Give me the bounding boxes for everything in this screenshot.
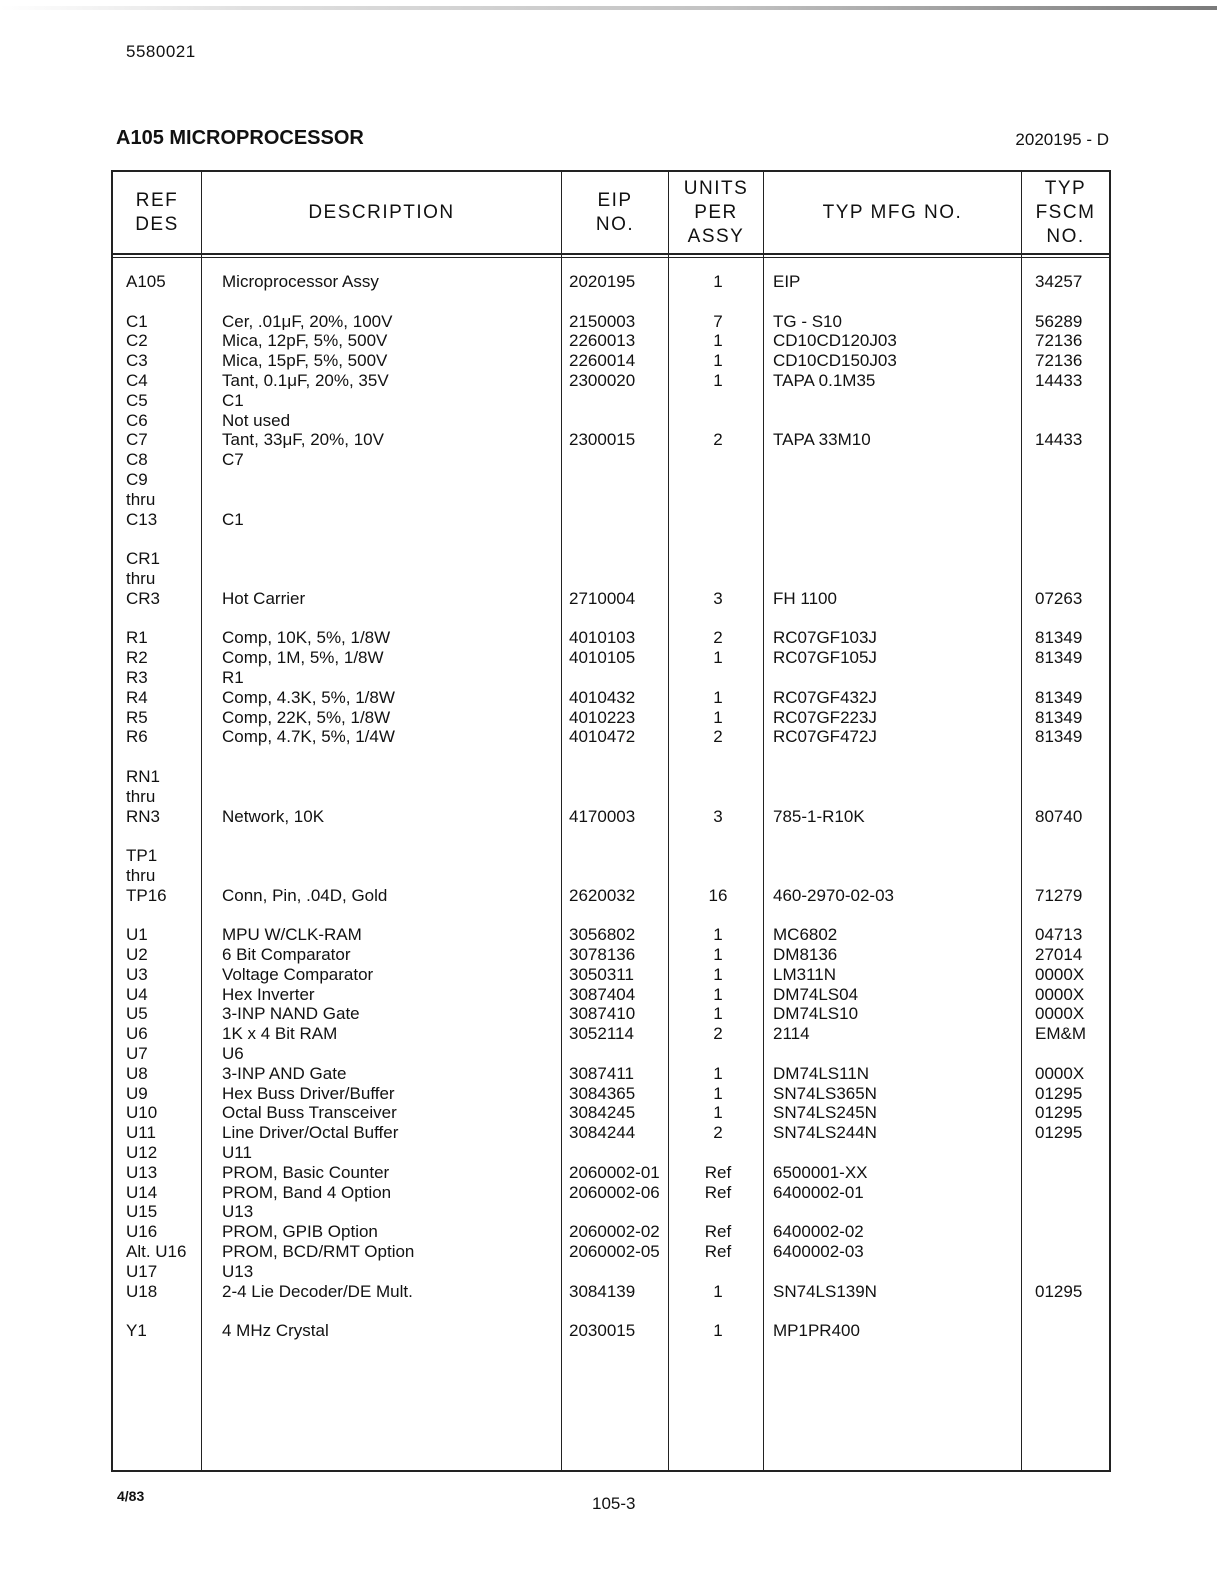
table-row [111, 1123, 1111, 1143]
header-eip-no: EIP NO. [595, 190, 635, 235]
cell-eip-no: 2260014 [569, 351, 636, 371]
cell-fscm-no: 01295 [1035, 1123, 1083, 1143]
cell-fscm-no: 0000X [1035, 1063, 1085, 1083]
page-number: 105-3 [592, 1494, 636, 1513]
cell-ref-des: TP16 [126, 885, 167, 905]
table-row [111, 609, 1111, 629]
cell-fscm-no: 01295 [1035, 1281, 1083, 1301]
cell-description: Mica, 12pF, 5%, 500V [222, 331, 388, 351]
cell-fscm-no: 72136 [1035, 331, 1083, 351]
header-mfg-no: TYP MFG NO. [822, 202, 963, 223]
cell-eip-no: 3084139 [569, 1281, 636, 1301]
cell-eip-no: 3052114 [569, 1024, 634, 1044]
document-number: 5580021 [126, 42, 196, 61]
cell-fscm-no: 04713 [1035, 925, 1083, 945]
cell-eip-no: 2300020 [569, 370, 636, 390]
cell-ref-des: R2 [126, 648, 148, 668]
cell-fscm-no: 27014 [1035, 945, 1083, 965]
page-title: A105 MICROPROCESSOR [116, 127, 364, 149]
cell-ref-des: C3 [126, 351, 148, 371]
cell-mfg-no: DM74LS04 [773, 984, 859, 1004]
cell-description: Voltage Comparator [222, 964, 374, 984]
cell-mfg-no: SN74LS139N [773, 1281, 877, 1301]
cell-description: Hex Buss Driver/Buffer [222, 1083, 395, 1103]
table-row [111, 589, 1111, 609]
cell-ref-des: U2 [126, 945, 148, 965]
cell-units-per-assy: 3 [713, 588, 723, 608]
table-row [111, 1262, 1111, 1282]
table-row [111, 886, 1111, 906]
table-row [111, 965, 1111, 985]
cell-mfg-no: 6400002-01 [773, 1182, 864, 1202]
cell-fscm-no: 0000X [1035, 964, 1085, 984]
cell-units-per-assy: 1 [713, 370, 723, 390]
table-row [111, 371, 1111, 391]
cell-description: PROM, GPIB Option [222, 1222, 378, 1242]
cell-fscm-no: 56289 [1035, 311, 1083, 331]
cell-description: 3-INP AND Gate [222, 1063, 347, 1083]
cell-units-per-assy: 1 [713, 687, 723, 707]
table-row [111, 807, 1111, 827]
cell-ref-des: R4 [126, 687, 148, 707]
cell-ref-des: Y1 [126, 1321, 147, 1341]
cell-units-per-assy: 2 [713, 727, 723, 747]
cell-eip-no: 2060002-01 [569, 1162, 660, 1182]
cell-eip-no: 2620032 [569, 885, 636, 905]
scan-edge [0, 6, 1217, 10]
cell-units-per-assy: 16 [708, 885, 728, 905]
part-number: 2020195 - D [1015, 130, 1109, 149]
cell-ref-des: thru [126, 568, 156, 588]
cell-ref-des: Alt. U16 [126, 1242, 187, 1262]
cell-eip-no: 4010432 [569, 687, 636, 707]
cell-description: 1K x 4 Bit RAM [222, 1024, 338, 1044]
cell-fscm-no: 34257 [1035, 272, 1083, 291]
table-row [111, 569, 1111, 589]
cell-ref-des: TP1 [126, 846, 158, 866]
cell-units-per-assy: Ref [704, 1182, 732, 1202]
table-row [111, 1044, 1111, 1064]
cell-description: PROM, Basic Counter [222, 1162, 390, 1182]
cell-units-per-assy: 1 [713, 1321, 723, 1341]
cell-fscm-no: 07263 [1035, 588, 1083, 608]
cell-fscm-no: 81349 [1035, 648, 1083, 668]
table-row [111, 351, 1111, 371]
header-fscm-no: TYP FSCM NO. [1035, 178, 1096, 247]
cell-mfg-no: SN74LS245N [773, 1103, 877, 1123]
cell-ref-des: U14 [126, 1182, 158, 1202]
cell-mfg-no: RC07GF472J [773, 727, 877, 747]
cell-ref-des: CR3 [126, 588, 161, 608]
cell-fscm-no: 72136 [1035, 351, 1083, 371]
cell-ref-des: U15 [126, 1202, 158, 1222]
cell-ref-des: U13 [126, 1162, 158, 1182]
table-row [111, 549, 1111, 569]
cell-ref-des: C13 [126, 509, 158, 529]
cell-units-per-assy: 2 [713, 1024, 723, 1044]
table-row [111, 1202, 1111, 1222]
cell-ref-des: U1 [126, 925, 148, 945]
cell-ref-des: U17 [126, 1261, 158, 1281]
cell-description: Octal Buss Transceiver [222, 1103, 397, 1123]
cell-ref-des: C4 [126, 370, 148, 390]
cell-ref-des: R1 [126, 628, 148, 648]
cell-description: C1 [222, 509, 244, 529]
cell-description: C7 [222, 450, 244, 470]
cell-eip-no: 3078136 [569, 945, 636, 965]
cell-mfg-no: TG - S10 [773, 311, 842, 331]
cell-description: U11 [222, 1143, 252, 1163]
cell-mfg-no: 785-1-R10K [773, 806, 865, 826]
cell-description: Line Driver/Octal Buffer [222, 1123, 399, 1143]
cell-eip-no: 2260013 [569, 331, 636, 351]
table-row [111, 906, 1111, 926]
cell-units-per-assy: 1 [713, 1004, 723, 1024]
cell-mfg-no: DM8136 [773, 945, 838, 965]
cell-ref-des: R5 [126, 707, 148, 727]
cell-eip-no: 2710004 [569, 588, 636, 608]
cell-description: Comp, 10K, 5%, 1/8W [222, 628, 391, 648]
cell-units-per-assy: Ref [704, 1242, 732, 1262]
table-row [111, 985, 1111, 1005]
cell-ref-des: RN3 [126, 806, 161, 826]
cell-ref-des: U8 [126, 1063, 148, 1083]
cell-units-per-assy: Ref [704, 1222, 732, 1242]
cell-mfg-no: TAPA 33M10 [773, 430, 871, 450]
cell-ref-des: U3 [126, 964, 148, 984]
header-description: DESCRIPTION [308, 202, 455, 223]
table-row [111, 430, 1111, 450]
cell-units-per-assy: 1 [713, 964, 723, 984]
cell-eip-no: 2300015 [569, 430, 636, 450]
cell-mfg-no: RC07GF105J [773, 648, 877, 668]
cell-ref-des: CR1 [126, 549, 161, 569]
cell-mfg-no: SN74LS365N [773, 1083, 877, 1103]
cell-description: MPU W/CLK-RAM [222, 925, 362, 945]
cell-ref-des: thru [126, 489, 156, 509]
cell-mfg-no: 6500001-XX [773, 1162, 868, 1182]
table-row [111, 787, 1111, 807]
cell-mfg-no: SN74LS244N [773, 1123, 877, 1143]
table-row [111, 648, 1111, 668]
cell-ref-des: U4 [126, 984, 148, 1004]
table-row [111, 1321, 1111, 1341]
cell-ref-des: C8 [126, 450, 148, 470]
cell-description: Tant, 0.1μF, 20%, 35V [222, 370, 389, 390]
cell-fscm-no: 14433 [1035, 370, 1083, 390]
cell-eip-no: 3084244 [569, 1123, 636, 1143]
table-row [111, 391, 1111, 411]
cell-units-per-assy: 3 [713, 806, 723, 826]
cell-eip-no: 2060002-06 [569, 1182, 660, 1202]
table-row [111, 470, 1111, 490]
cell-mfg-no: FH 1100 [773, 588, 837, 608]
table-row [111, 450, 1111, 470]
cell-units-per-assy: 1 [713, 272, 723, 291]
cell-description: Comp, 4.7K, 5%, 1/4W [222, 727, 395, 747]
cell-fscm-no: 80740 [1035, 806, 1083, 826]
cell-description: R1 [222, 667, 244, 687]
revision-date: 4/83 [117, 1488, 145, 1504]
cell-ref-des: C2 [126, 331, 148, 351]
cell-fscm-no: 81349 [1035, 628, 1083, 648]
cell-description: U13 [222, 1261, 254, 1281]
cell-eip-no: 2060002-02 [569, 1222, 660, 1242]
cell-description: Conn, Pin, .04D, Gold [222, 885, 388, 905]
cell-description: Comp, 22K, 5%, 1/8W [222, 707, 391, 727]
cell-description: Hex Inverter [222, 984, 315, 1004]
cell-units-per-assy: 1 [713, 925, 723, 945]
cell-units-per-assy: 2 [713, 628, 723, 648]
cell-fscm-no: EM&M [1035, 1024, 1086, 1044]
table-row [111, 846, 1111, 866]
cell-eip-no: 4170003 [569, 806, 636, 826]
cell-mfg-no: 6400002-02 [773, 1222, 864, 1242]
cell-mfg-no: LM311N [773, 964, 836, 984]
cell-description: Cer, .01μF, 20%, 100V [222, 311, 393, 331]
table-row [111, 1301, 1111, 1321]
cell-description: PROM, Band 4 Option [222, 1182, 392, 1202]
cell-units-per-assy: 1 [713, 331, 723, 351]
cell-mfg-no: RC07GF223J [773, 707, 877, 727]
cell-description: Hot Carrier [222, 588, 306, 608]
table-row [111, 1024, 1111, 1044]
cell-mfg-no: 2114 [773, 1024, 810, 1044]
cell-fscm-no: 0000X [1035, 1004, 1085, 1024]
table-row [111, 767, 1111, 787]
cell-ref-des: U12 [126, 1143, 158, 1163]
cell-eip-no: 3050311 [569, 964, 634, 984]
cell-ref-des: C5 [126, 390, 148, 410]
table-row [111, 708, 1111, 728]
cell-units-per-assy: 1 [713, 1281, 723, 1301]
cell-fscm-no: 81349 [1035, 727, 1083, 747]
table-row [111, 866, 1111, 886]
cell-fscm-no: 01295 [1035, 1103, 1083, 1123]
cell-description: C1 [222, 390, 244, 410]
cell-units-per-assy: 1 [713, 351, 723, 371]
cell-description: Comp, 1M, 5%, 1/8W [222, 648, 384, 668]
header-units-per-assy: UNITS PER ASSY [683, 178, 749, 247]
cell-eip-no: 4010223 [569, 707, 636, 727]
table-row [111, 1004, 1111, 1024]
cell-eip-no: 2150003 [569, 311, 636, 331]
table-row [111, 1183, 1111, 1203]
cell-units-per-assy: 2 [713, 430, 723, 450]
table-row [111, 747, 1111, 767]
cell-mfg-no: RC07GF103J [773, 628, 877, 648]
cell-eip-no: 2060002-05 [569, 1242, 660, 1262]
cell-ref-des: R6 [126, 727, 148, 747]
cell-units-per-assy: 1 [713, 984, 723, 1004]
table-row [111, 925, 1111, 945]
cell-mfg-no: CD10CD150J03 [773, 351, 897, 371]
cell-ref-des: U11 [126, 1123, 156, 1143]
cell-units-per-assy: 1 [713, 648, 723, 668]
cell-units-per-assy: 1 [713, 1063, 723, 1083]
cell-eip-no: 4010105 [569, 648, 636, 668]
cell-eip-no: 3087410 [569, 1004, 636, 1024]
cell-fscm-no: 81349 [1035, 687, 1083, 707]
cell-mfg-no: CD10CD120J03 [773, 331, 897, 351]
cell-units-per-assy: 1 [713, 1083, 723, 1103]
cell-description: Not used [222, 410, 291, 430]
table-row [111, 727, 1111, 747]
cell-mfg-no: DM74LS10 [773, 1004, 859, 1024]
cell-mfg-no: 6400002-03 [773, 1242, 864, 1262]
table-row [111, 1064, 1111, 1084]
table-row [111, 1103, 1111, 1123]
cell-description: U6 [222, 1044, 244, 1064]
table-row [111, 510, 1111, 530]
cell-eip-no: 3087411 [569, 1063, 634, 1083]
cell-description: 2-4 Lie Decoder/DE Mult. [222, 1281, 413, 1301]
cell-description: Tant, 33μF, 20%, 10V [222, 430, 384, 450]
cell-eip-no: 4010103 [569, 628, 636, 648]
header-ref-des: REF DES [135, 190, 179, 235]
cell-units-per-assy: 1 [713, 1103, 723, 1123]
cell-ref-des: C7 [126, 430, 148, 450]
cell-units-per-assy: 1 [713, 707, 723, 727]
cell-fscm-no: 14433 [1035, 430, 1083, 450]
table-row [111, 1084, 1111, 1104]
cell-ref-des: thru [126, 786, 156, 806]
table-row [111, 628, 1111, 648]
cell-description: Mica, 15pF, 5%, 500V [222, 351, 388, 371]
table-row [111, 1282, 1111, 1302]
cell-ref-des: U6 [126, 1024, 148, 1044]
table-row [111, 411, 1111, 431]
table-row [111, 312, 1111, 332]
cell-ref-des: U7 [126, 1044, 148, 1064]
cell-mfg-no: MP1PR400 [773, 1321, 860, 1341]
table-row [111, 688, 1111, 708]
cell-ref-des: U10 [126, 1103, 158, 1123]
cell-ref-des: A105 [126, 272, 166, 291]
cell-eip-no: 2020195 [569, 272, 636, 291]
cell-ref-des: R3 [126, 667, 148, 687]
cell-ref-des: C9 [126, 469, 148, 489]
cell-fscm-no: 01295 [1035, 1083, 1083, 1103]
cell-mfg-no: TAPA 0.1M35 [773, 370, 876, 390]
cell-mfg-no: MC6802 [773, 925, 838, 945]
table-row [111, 331, 1111, 351]
table-row [111, 1242, 1111, 1262]
cell-units-per-assy: 1 [713, 945, 723, 965]
table-row [111, 826, 1111, 846]
table-row [111, 945, 1111, 965]
cell-eip-no: 3087404 [569, 984, 636, 1004]
table-row [111, 272, 1111, 292]
cell-description: Comp, 4.3K, 5%, 1/8W [222, 687, 395, 707]
cell-description: 3-INP NAND Gate [222, 1004, 360, 1024]
cell-mfg-no: RC07GF432J [773, 687, 877, 707]
cell-ref-des: thru [126, 865, 156, 885]
cell-eip-no: 3056802 [569, 925, 636, 945]
cell-units-per-assy: Ref [704, 1162, 732, 1182]
table-row [111, 1163, 1111, 1183]
cell-ref-des: U9 [126, 1083, 148, 1103]
cell-mfg-no: DM74LS11N [773, 1063, 870, 1083]
cell-eip-no: 3084245 [569, 1103, 636, 1123]
table-row [111, 490, 1111, 510]
table-row [111, 1222, 1111, 1242]
cell-fscm-no: 0000X [1035, 984, 1085, 1004]
cell-mfg-no: 460-2970-02-03 [773, 885, 894, 905]
cell-fscm-no: 81349 [1035, 707, 1083, 727]
table-row [111, 529, 1111, 549]
parts-list [111, 272, 1111, 1341]
cell-units-per-assy: 2 [713, 1123, 723, 1143]
cell-ref-des: U16 [126, 1222, 158, 1242]
cell-description: Network, 10K [222, 806, 325, 826]
cell-description: Microprocessor Assy [222, 272, 379, 291]
cell-fscm-no: 71279 [1035, 885, 1083, 905]
table-row [111, 668, 1111, 688]
cell-description: 6 Bit Comparator [222, 945, 351, 965]
cell-eip-no: 4010472 [569, 727, 636, 747]
table-row [111, 292, 1111, 312]
cell-ref-des: U5 [126, 1004, 148, 1024]
cell-ref-des: C6 [126, 410, 148, 430]
cell-description: U13 [222, 1202, 254, 1222]
cell-mfg-no: EIP [773, 272, 801, 291]
cell-ref-des: C1 [126, 311, 148, 331]
cell-description: 4 MHz Crystal [222, 1321, 329, 1341]
cell-units-per-assy: 7 [713, 311, 723, 331]
cell-eip-no: 3084365 [569, 1083, 636, 1103]
cell-eip-no: 2030015 [569, 1321, 636, 1341]
cell-description: PROM, BCD/RMT Option [222, 1242, 415, 1262]
table-row [111, 1143, 1111, 1163]
cell-ref-des: U18 [126, 1281, 158, 1301]
cell-ref-des: RN1 [126, 766, 161, 786]
